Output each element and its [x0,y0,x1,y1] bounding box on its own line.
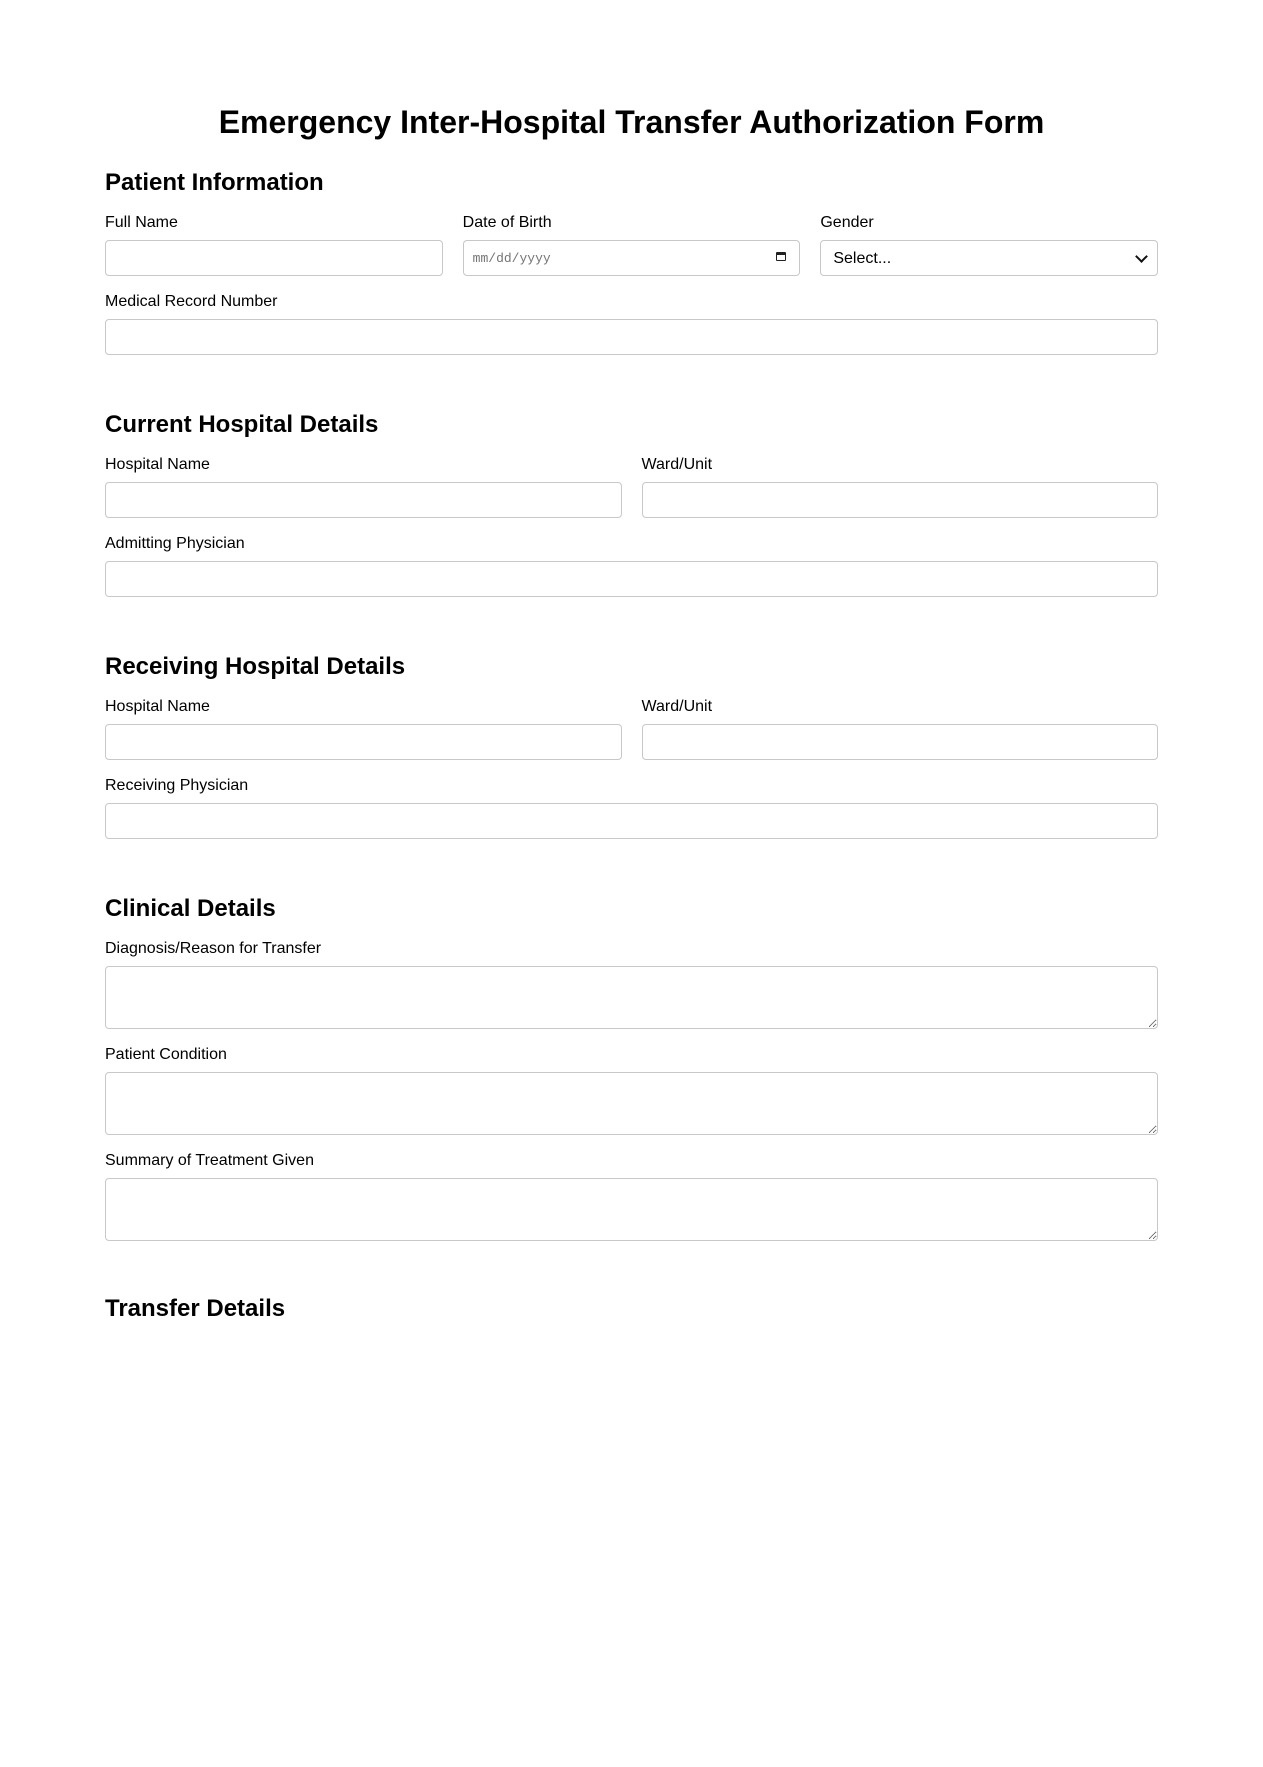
mrn-field [105,293,1158,355]
patient-condition-label: Patient Condition [105,1046,227,1063]
section-heading: Patient Information [105,169,324,196]
dob-label: Date of Birth [462,214,552,231]
gender-field [820,214,1158,276]
diagnosis-label: Diagnosis/Reason for Transfer [105,940,322,957]
diagnosis-textarea[interactable] [105,966,1158,1029]
receiving-hospital-name-input[interactable] [105,724,622,760]
current-ward-unit-field [642,456,1159,518]
full-name-input[interactable] [105,240,443,276]
full-name-field [105,214,443,276]
receiving-hospital-name-label: Hospital Name [105,698,210,715]
receiving-ward-unit-input[interactable] [642,724,1159,760]
admitting-physician-field [105,535,1158,597]
receiving-ward-unit-field [642,698,1159,760]
current-hospital-name-input[interactable] [105,482,622,518]
receiving-ward-unit-label: Ward/Unit [641,698,713,715]
section-transfer-details [105,1295,1158,1323]
section-patient-information [105,169,1158,355]
treatment-summary-field [105,1152,1158,1241]
section-heading: Transfer Details [105,1295,286,1322]
section-heading: Current Hospital Details [105,411,379,438]
section-heading: Receiving Hospital Details [105,653,406,680]
receiving-physician-field [105,777,1158,839]
section-clinical-details [105,895,1158,1241]
form-page [105,0,1158,1323]
mrn-label: Medical Record Number [105,293,278,310]
section-receiving-hospital [105,653,1158,839]
admitting-physician-label: Admitting Physician [105,535,245,552]
admitting-physician-input[interactable] [105,561,1158,597]
treatment-summary-label: Summary of Treatment Given [105,1152,314,1169]
patient-condition-field [105,1046,1158,1135]
diagnosis-field [105,940,1158,1029]
mrn-input[interactable] [105,319,1158,355]
page-title: Emergency Inter-Hospital Transfer Authorization Form [218,104,1045,140]
current-ward-unit-input[interactable] [642,482,1159,518]
treatment-summary-textarea[interactable] [105,1178,1158,1241]
full-name-label: Full Name [105,214,178,231]
current-ward-unit-label: Ward/Unit [641,456,713,473]
dob-field [463,214,801,276]
receiving-hospital-name-field [105,698,622,760]
current-hospital-name-field [105,456,622,518]
dob-input[interactable] [463,240,801,276]
gender-select[interactable] [820,240,1158,276]
patient-condition-textarea[interactable] [105,1072,1158,1135]
current-hospital-name-label: Hospital Name [105,456,210,473]
section-heading: Clinical Details [105,895,276,922]
receiving-physician-input[interactable] [105,803,1158,839]
section-current-hospital [105,411,1158,597]
gender-label: Gender [820,214,874,231]
receiving-physician-label: Receiving Physician [105,777,249,794]
